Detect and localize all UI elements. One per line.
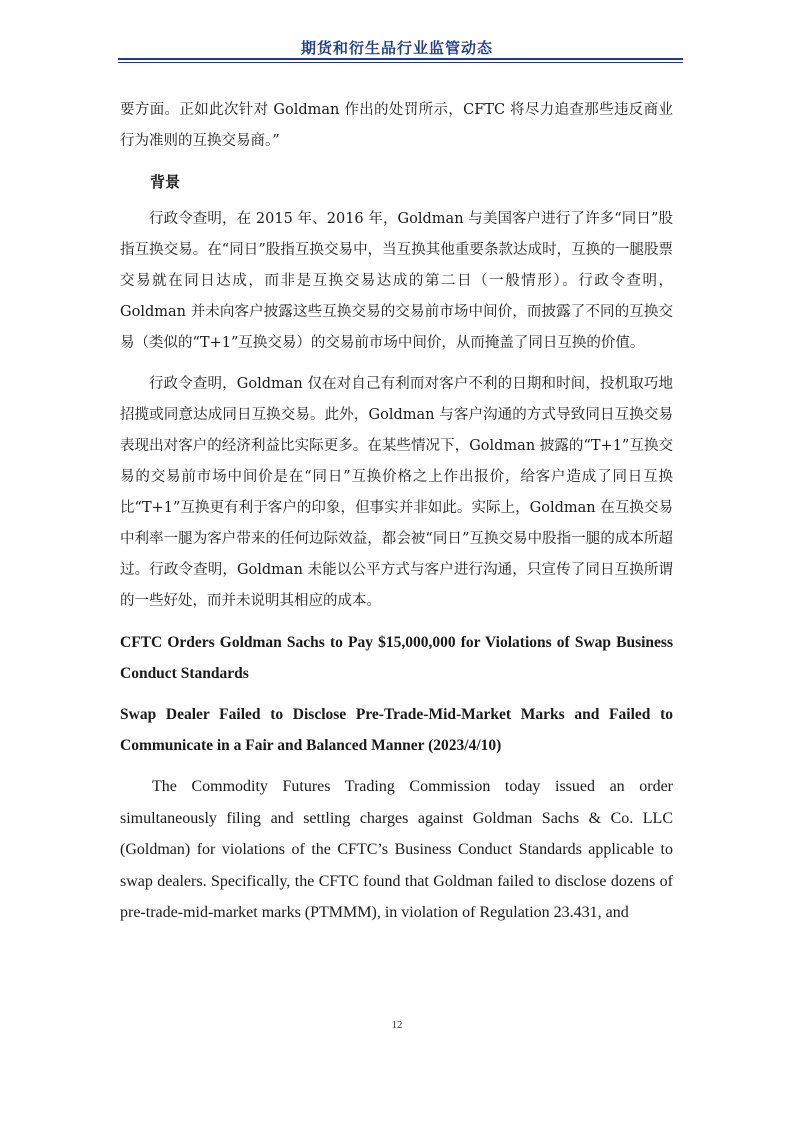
background-heading: 背景	[150, 173, 181, 191]
running-header-title: 期货和衍生品行业监管动态	[300, 39, 493, 57]
header-rule-thick	[118, 58, 683, 60]
header-rule-thin	[118, 62, 683, 63]
english-body-paragraph: The Commodity Futures Trading Commission today issued an order simultaneously filing and settling charges against Goldman Sachs & Co. LLC (Goldman) for violations of the CFTC’s Business Conduct Standards applicable to swap dealers. Specifically, the CFTC found that Goldman failed to disclose dozens of pre-trade-mid-market marks (PTMMM), in violation of Regulation 23.431, and	[120, 778, 673, 921]
background-paragraph-1: 行政令查明，在 2015 年、2016 年，Goldman 与美国客户进行了许多“同日”股指互换交易。在“同日”股指互换交易中，当互换其他重要条款达成时，互换的一腿股票交易就在同日达成，而非是互换交易达成的第二日（一般情形）。行政令查明，Goldman 并未向客户披露这些互换交易的交易前市场中间价，而披露了不同的互换交易（类似的“T+1”互换交易）的交易前市场中间价，从而掩盖了同日互换的价值。	[120, 211, 673, 351]
english-article-subtitle: Swap Dealer Failed to Disclose Pre-Trade-Mid-Market Marks and Failed to Communicate in a Fair and Balanced Manner (2023/4/10)	[120, 706, 673, 754]
background-paragraph-2: 行政令查明，Goldman 仅在对自己有利而对客户不利的日期和时间，投机取巧地招揽或同意达成同日互换交易。此外，Goldman 与客户沟通的方式导致同日互换交易表现出对客户的经济利益比实际更多。在某些情况下，Goldman 披露的“T+1”互换交易的交易前市场中间价是在“同日”互换价格之上作出报价，给客户造成了同日互换比“T+1”互换更有利于客户的印象，但事实并非如此。实际上，Goldman 在互换交易中利率一腿为客户带来的任何边际效益，都会被“同日”互换交易中股指一腿的成本所超过。行政令查明，Goldman 未能以公平方式与客户进行沟通，只宣传了同日互换所谓的一些好处，而并未说明其相应的成本。	[120, 376, 673, 609]
page-body	[120, 95, 673, 929]
page-number: 12	[391, 1019, 403, 1031]
continuation-paragraph: 要方面。正如此次针对 Goldman 作出的处罚所示，CFTC 将尽力追查那些违反商业行为准则的互换交易商。”	[120, 102, 673, 149]
english-article-title: CFTC Orders Goldman Sachs to Pay $15,000,000 for Violations of Swap Business Conduct Standards	[120, 634, 673, 682]
